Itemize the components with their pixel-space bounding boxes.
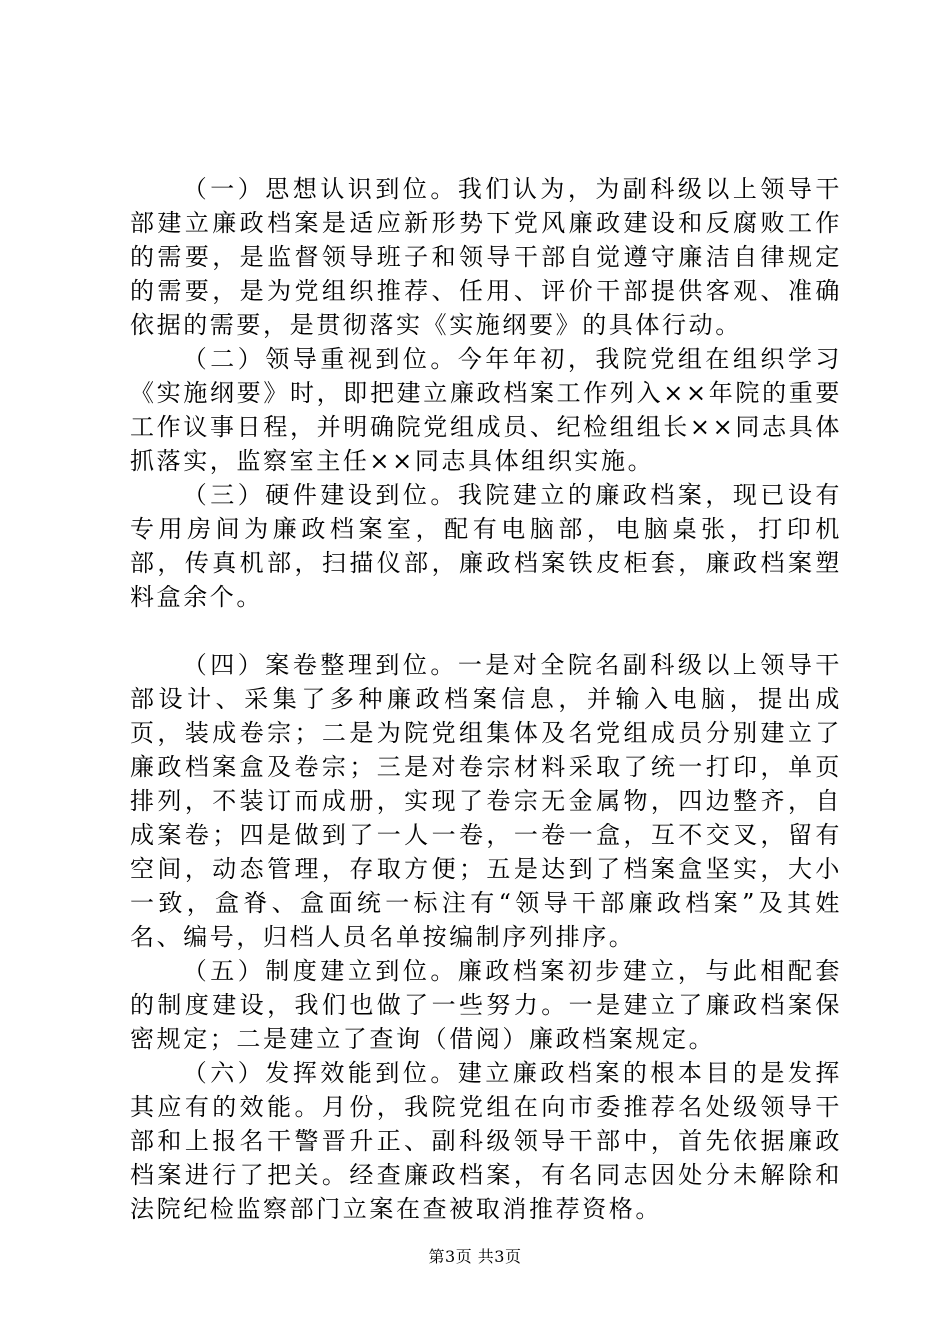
- page-number-footer: 第3页 共3页: [428, 1247, 522, 1266]
- paragraph-effectiveness: （六）发挥效能到位。建立廉政档案的根本目的是发挥其应有的效能。月份，我院党组在向市委推荐名处级领导干部和上报名干警晋升正、副科级领导干部中，首先依据廉政档案进行了把关。经查廉政档案，有名同志因处分未解除和法院纪检监察部门立案在查被取消推荐资格。: [130, 1059, 842, 1223]
- paragraph-system-establishment: （五）制度建立到位。廉政档案初步建立，与此相配套的制度建设，我们也做了一些努力。一是建立了廉政档案保密规定；二是建立了查询（借阅）廉政档案规定。: [130, 957, 842, 1053]
- document-body: [130, 172, 842, 1226]
- paragraph-hardware-construction: （三）硬件建设到位。我院建立的廉政档案，现已设有专用房间为廉政档案室，配有电脑部，电脑桌张，打印机部，传真机部，扫描仪部，廉政档案铁皮柜套，廉政档案塑料盒余个。: [130, 481, 842, 611]
- paragraph-leadership-attention: （二）领导重视到位。今年年初，我院党组在组织学习《实施纲要》时，即把建立廉政档案工作列入××年院的重要工作议事日程，并明确院党组成员、纪检组组长××同志具体抓落实，监察室主任××同志具体组织实施。: [130, 345, 842, 475]
- paragraph-ideological-awareness: （一）思想认识到位。我们认为，为副科级以上领导干部建立廉政档案是适应新形势下党风廉政建设和反腐败工作的需要，是监督领导班子和领导干部自觉遵守廉洁自律规定的需要，是为党组织推荐、任用、评价干部提供客观、准确依据的需要，是贯彻落实《实施纲要》的具体行动。: [130, 175, 842, 339]
- paragraph-file-organization: （四）案卷整理到位。一是对全院名副科级以上领导干部设计、采集了多种廉政档案信息，并输入电脑，提出成页，装成卷宗；二是为院党组集体及名党组成员分别建立了廉政档案盒及卷宗；三是对卷宗材料采取了统一打印，单页排列，不装订而成册，实现了卷宗无金属物，四边整齐，自成案卷；四是做到了一人一卷，一卷一盒，互不交叉，留有空间，动态管理，存取方便；五是达到了档案盒坚实，大小一致，盒脊、盒面统一标注有“领导干部廉政档案”及其姓名、编号，归档人员名单按编制序列排序。: [130, 651, 842, 951]
